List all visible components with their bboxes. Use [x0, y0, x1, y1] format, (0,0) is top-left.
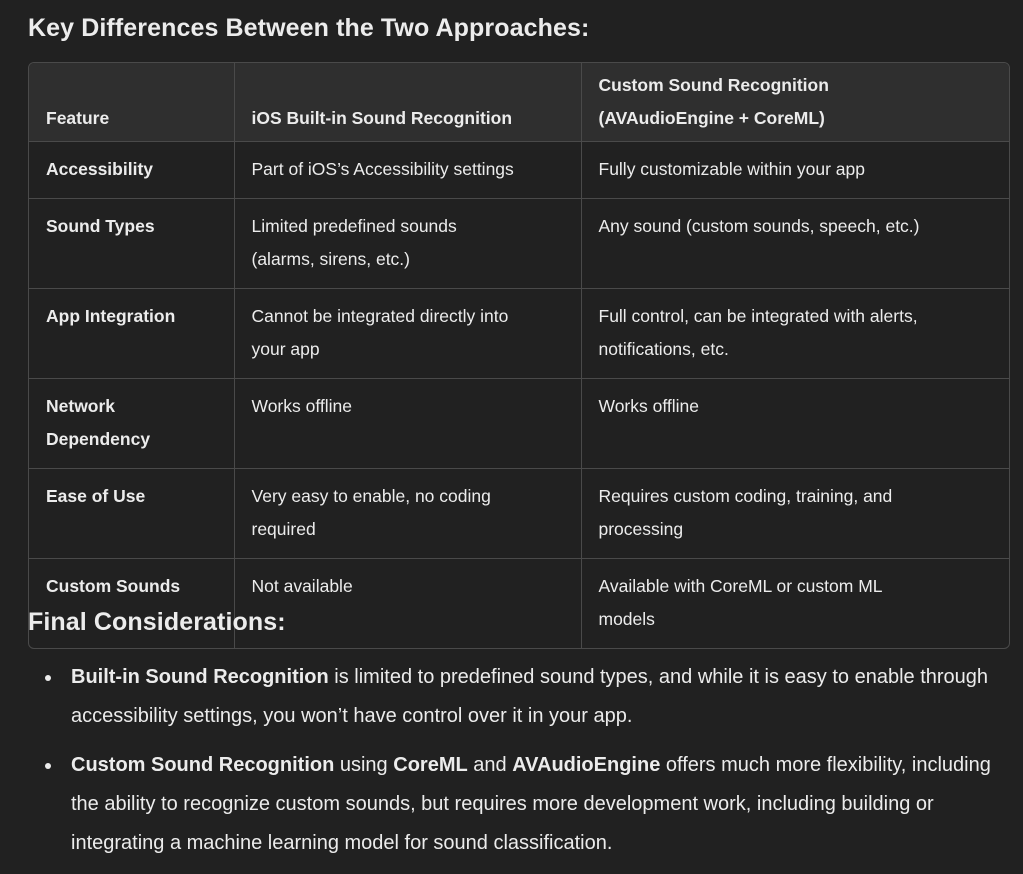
cell-custom: Fully customizable within your app	[581, 142, 1009, 199]
cell-builtin: Works offline	[234, 379, 581, 469]
table-row	[29, 379, 1009, 469]
header-custom: Custom Sound Recognition (AVAudioEngine + CoreML)	[581, 63, 1009, 142]
header-feature: Feature	[29, 63, 234, 142]
cell-builtin: Very easy to enable, no coding required	[234, 469, 581, 559]
cell-custom: Works offline	[581, 379, 1009, 469]
cell-builtin: Limited predefined sounds (alarms, sirens, etc.)	[234, 199, 581, 289]
cell-custom: Full control, can be integrated with alerts, notifications, etc.	[581, 289, 1009, 379]
cell-custom: Any sound (custom sounds, speech, etc.)	[581, 199, 1009, 289]
considerations-list	[28, 658, 1011, 873]
final-considerations-heading: Final Considerations:	[28, 608, 286, 636]
cell-feature: Ease of Use	[29, 469, 234, 559]
table-header-row	[29, 63, 1009, 142]
table-row	[29, 199, 1009, 289]
cell-feature: Accessibility	[29, 142, 234, 199]
cell-builtin: Part of iOS’s Accessibility settings	[234, 142, 581, 199]
cell-feature: Custom Sounds	[29, 559, 234, 649]
comparison-table	[28, 62, 1010, 649]
cell-custom: Available with CoreML or custom ML models	[598, 576, 883, 629]
cell-feature: App Integration	[29, 289, 234, 379]
cell-feature: Network Dependency	[29, 379, 234, 469]
key-differences-heading: Key Differences Between the Two Approaches:	[28, 14, 590, 42]
cell-feature: Sound Types	[29, 199, 234, 289]
list-item: Custom Sound Recognition using CoreML and AVAudioEngine offers much more flexibility, including the ability to recognize custom sounds, but requires more development work, including building or integrating a machine learning model for sound classification.	[71, 746, 1011, 863]
table-row	[29, 469, 1009, 559]
cell-custom: Requires custom coding, training, and processing	[581, 469, 1009, 559]
table-row	[29, 142, 1009, 199]
list-item: Built-in Sound Recognition is limited to predefined sound types, and while it is easy to enable through accessibility settings, you won’t have control over it in your app.	[71, 658, 1011, 736]
header-builtin: iOS Built-in Sound Recognition	[234, 63, 581, 142]
table-row	[29, 289, 1009, 379]
cell-builtin: Not available	[234, 559, 581, 649]
cell-builtin: Cannot be integrated directly into your app	[234, 289, 581, 379]
